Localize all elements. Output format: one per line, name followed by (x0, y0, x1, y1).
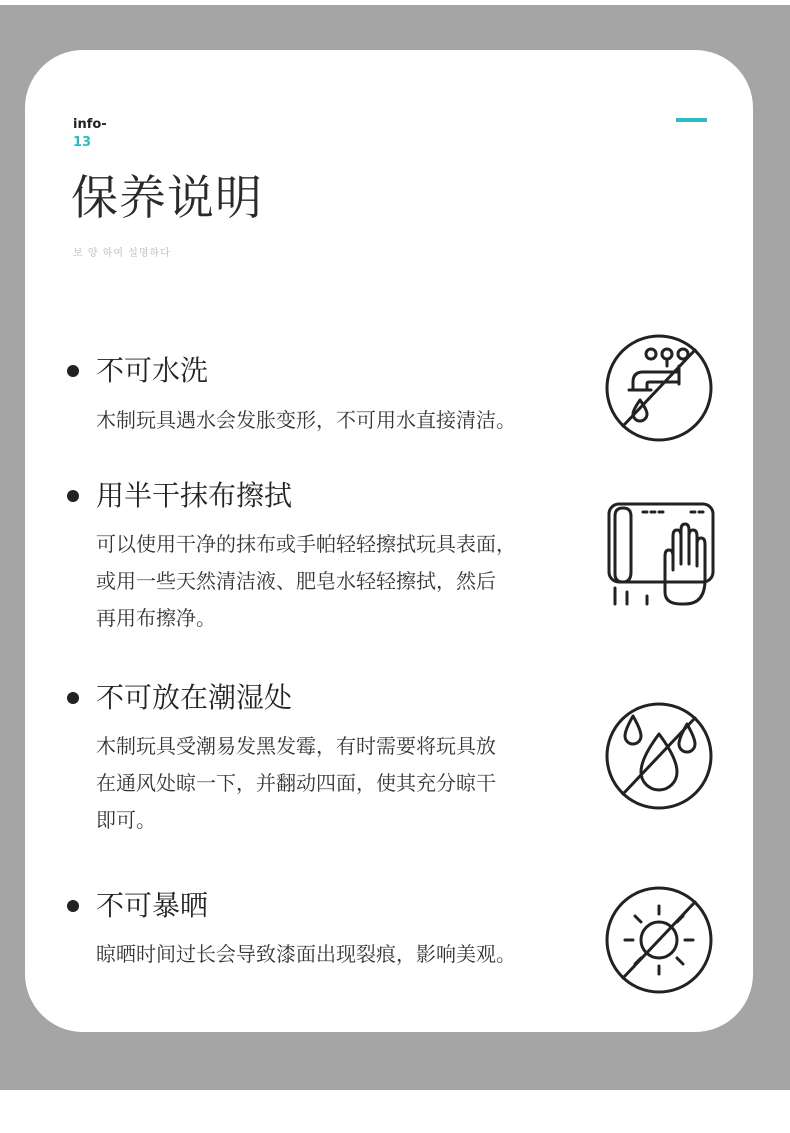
accent-dash (676, 118, 707, 122)
care-item-heading: 不可暴晒 (96, 889, 209, 922)
page-subtitle: 보 양 하여 설명하다 (73, 248, 171, 259)
page-title: 保养说明 (71, 171, 263, 226)
description-line: 在通风处晾一下，并翻动四面，使其充分晾干 (96, 771, 496, 795)
description-line: 晾晒时间过长会导致漆面出现裂痕，影响美观。 (96, 942, 516, 966)
no-faucet-water-icon (603, 332, 715, 444)
bullet-dot (67, 692, 79, 704)
care-item-heading: 不可放在潮湿处 (96, 681, 293, 714)
description-line: 木制玩具受潮易发黑发霉，有时需要将玩具放 (96, 734, 496, 758)
hand-wipe-cloth-icon (603, 500, 715, 612)
care-item-description (96, 936, 586, 973)
description-line: 或用一些天然清洁液、肥皂水轻轻擦拭，然后 (96, 569, 496, 593)
bullet-dot (67, 900, 79, 912)
info-number: 13 (73, 135, 92, 150)
description-line: 即可。 (96, 808, 156, 832)
description-line: 可以使用干净的抹布或手帕轻轻擦拭玩具表面， (96, 532, 516, 556)
no-moisture-droplets-icon (603, 700, 715, 812)
care-item-description (96, 728, 586, 839)
care-item-heading: 用半干抹布擦拭 (96, 479, 293, 512)
care-item-heading: 不可水洗 (96, 354, 209, 387)
bullet-dot (67, 365, 79, 377)
care-instructions-card (25, 50, 753, 1032)
info-label: info- (73, 117, 107, 132)
care-item-description (96, 526, 586, 637)
description-line: 木制玩具遇水会发胀变形，不可用水直接清洁。 (96, 408, 516, 432)
bullet-dot (67, 490, 79, 502)
description-line: 再用布擦净。 (96, 606, 216, 630)
care-item-description (96, 402, 586, 439)
no-sun-icon (603, 884, 715, 996)
